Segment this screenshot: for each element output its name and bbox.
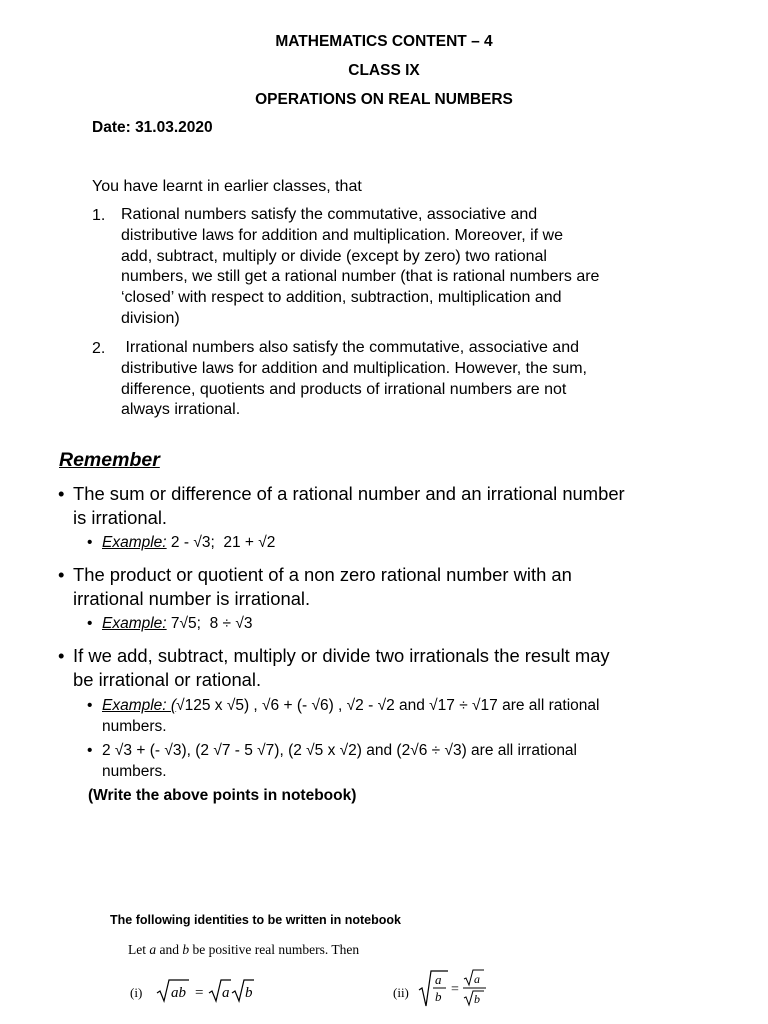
intro-suffix: be positive real numbers. Then [189,942,360,957]
sqrt-a [209,980,231,1001]
bullet: • [58,564,65,585]
identity-i-formula [155,976,265,1006]
radicand-ab: ab [171,985,186,1001]
identities-heading: The following identities to be written in notebook [110,913,401,927]
denominator-b: b [435,989,442,1004]
radicand-a: a [222,985,230,1001]
example-label: Example: [102,615,167,632]
remember-point [73,563,723,611]
radicand-b: b [245,985,253,1001]
point-line: The sum or difference of a rational number and an irrational number [73,483,625,504]
equals-sign: = [451,982,459,997]
intro-and: and [156,942,183,957]
list-line: Rational numbers satisfy the commutative, associative and [121,206,538,223]
list-line: distributive laws for addition and multiplication. Moreover, if we [121,226,563,244]
point-line: irrational number is irrational. [73,588,311,609]
denominator-sqrt-b: b [474,992,480,1006]
point-line: The product or quotient of a non zero rational number with an [73,564,572,585]
example-text: 7√5; 8 ÷ √3 [166,615,253,632]
list-number: 2. [92,340,106,357]
equals-sign: = [195,985,204,1001]
point-line: If we add, subtract, multiply or divide two irrationals the result may [73,645,610,666]
remember-point [73,482,723,530]
example-line [102,614,722,635]
identity-i-label: (i) [130,985,143,1000]
bullet: • [58,645,65,666]
intro-text: You have learnt in earlier classes, that [92,178,362,195]
list-line: ‘closed’ with respect to addition, subtraction, multiplication and [121,289,562,307]
list-line: Irrational numbers also satisfy the commutative, associative and [121,339,579,356]
intro-prefix: Let [128,942,150,957]
var-a: a [149,942,157,957]
sub-bullet: • [87,697,93,714]
example-line [102,696,722,737]
date-label: Date: 31.03.2020 [92,119,213,136]
example-text: 2 √3 + (- √3), (2 √7 - 5 √7), (2 √5 x √2) and (2√6 ÷ √3) are all irrational [102,742,577,759]
list-line: difference, quotients and products of irrational numbers are not [121,380,567,398]
list-line: always irrational. [121,401,241,419]
list-line: add, subtract, multiply or divide (except by zero) two rational [121,247,547,265]
example-text: √125 x √5) , √6 + (- √6) , √2 - √2 and √17 ÷ √17 are all rational [176,697,600,714]
document-title: MATHEMATICS CONTENT – 4 [275,33,493,50]
class-label: CLASS IX [348,62,420,79]
remember-point [73,644,723,692]
sqrt-a-over-sqrt-b [463,970,486,1006]
example-second-line: numbers. [102,717,167,735]
bullet: • [58,483,65,504]
numerator-a: a [435,972,442,987]
sqrt-b [232,980,254,1001]
topic-title: OPERATIONS ON REAL NUMBERS [255,91,513,108]
sub-bullet: • [87,615,93,632]
sqrt-ab [157,980,189,1001]
example-label: Example: [102,534,167,551]
identities-intro [128,942,359,958]
example-first-line [102,696,722,717]
remember-heading: Remember [59,449,160,471]
numerator-sqrt-a: a [474,972,480,986]
list-item-text [121,205,661,330]
sub-bullet: • [87,742,93,759]
list-item-text [121,338,661,421]
example-label: Example: ( [102,697,177,714]
list-line: numbers, we still get a rational number (that is rational numbers are [121,268,600,286]
list-line: division) [121,309,180,327]
sqrt-a-over-b [419,971,448,1006]
example-line [102,533,722,554]
notebook-note: (Write the above points in notebook) [88,787,357,804]
point-line: is irrational. [73,507,168,528]
list-number: 1. [92,207,106,224]
sub-bullet: • [87,534,93,551]
identity-ii-formula [418,968,498,1010]
example-text: 2 - √3; 21 + √2 [166,534,276,551]
var-b: b [182,942,190,957]
point-line: be irrational or rational. [73,669,262,690]
example-text: numbers. [102,762,167,780]
identity-ii-label: (ii) [393,985,409,1000]
list-line: distributive laws for addition and multiplication. However, the sum, [121,359,587,377]
irrational-example-line [102,741,722,782]
